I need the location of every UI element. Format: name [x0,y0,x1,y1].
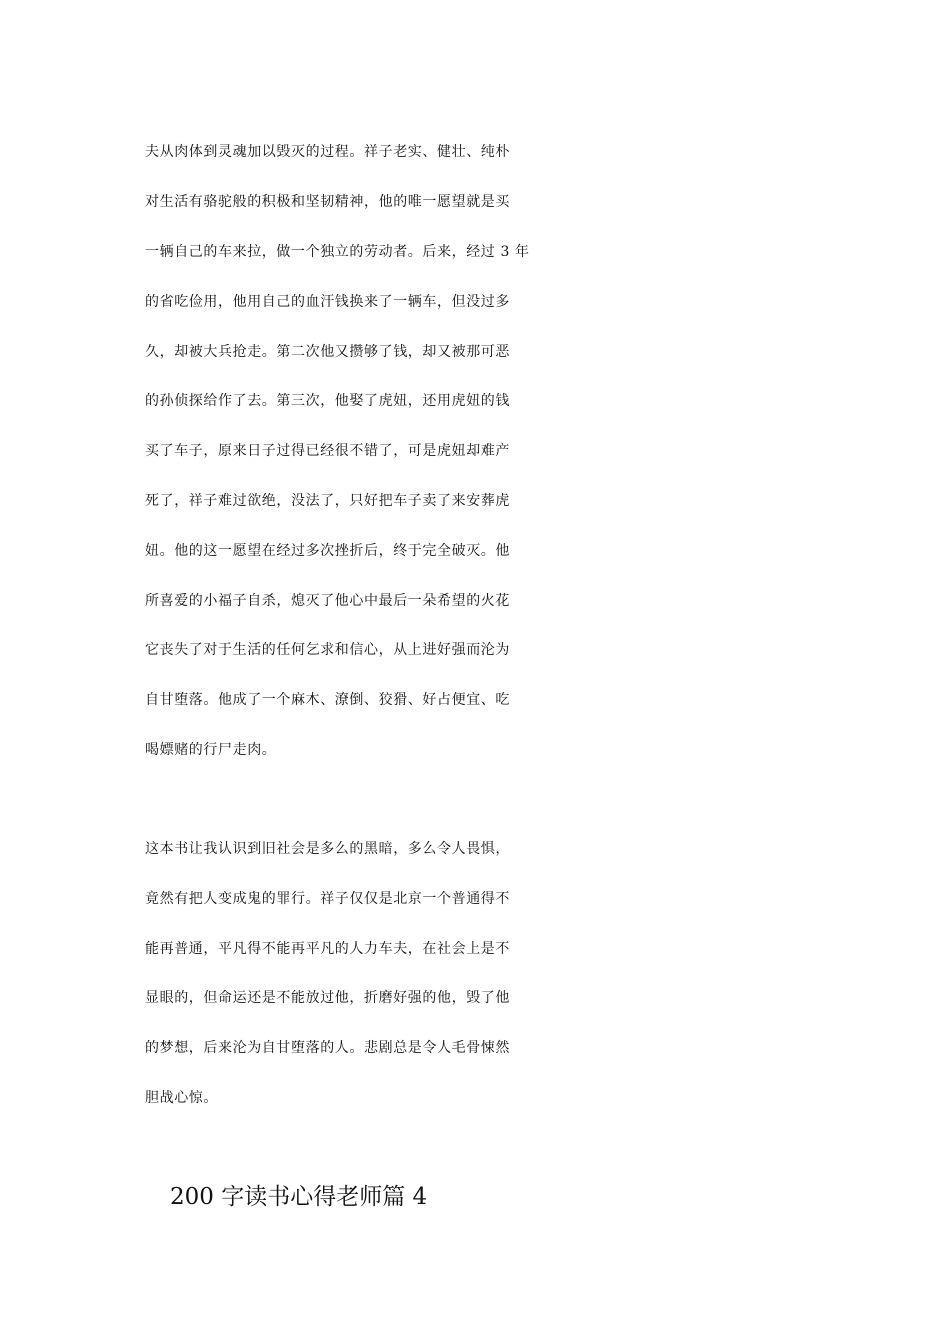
text-line: 竟然有把人变成鬼的罪行。祥子仅仅是北京一个普通得不 [145,891,510,907]
text-line: 胆战心惊。 [145,1090,218,1106]
text-line: 对生活有骆驼般的积极和坚韧精神，他的唯一愿望就是买 [145,194,510,210]
text-line: 这本书让我认识到旧社会是多么的黑暗，多么令人畏惧， [145,841,510,857]
text-line: 死了，祥子难过欲绝，没法了，只好把车子卖了来安葬虎 [145,493,510,509]
text-line: 久，却被大兵抢走。第二次他又攒够了钱，却又被那可恶 [145,344,510,360]
text-line: 妞。他的这一愿望在经过多次挫折后，终于完全破灭。他 [145,543,510,559]
text-line: 一辆自己的车来拉，做一个独立的劳动者。后来，经过 3 年 [145,244,530,260]
text-line: 能再普通，平凡得不能再平凡的人力车夫，在社会上是不 [145,941,510,957]
text-line: 的梦想，后来沦为自甘堕落的人。悲剧总是令人毛骨悚然 [145,1040,510,1056]
text-line: 自甘堕落。他成了一个麻木、潦倒、狡猾、好占便宜、吃 [145,692,510,708]
text-line: 它丧失了对于生活的任何乞求和信心，从上进好强而沦为 [145,642,510,658]
text-line: 显眼的，但命运还是不能放过他，折磨好强的他，毁了他 [145,990,510,1006]
text-line: 买了车子，原来日子过得已经很不错了，可是虎妞却难产 [145,443,510,459]
text-line: 喝嫖赌的行尸走肉。 [145,742,277,758]
text-line: 的省吃俭用，他用自己的血汗钱换来了一辆车，但没过多 [145,294,510,310]
text-line: 夫从肉体到灵魂加以毁灭的过程。祥子老实、健壮、纯朴 [145,144,510,160]
section-heading: 200 字读书心得老师篇 4 [170,1184,428,1210]
text-line: 所喜爱的小福子自杀，熄灭了他心中最后一朵希望的火花 [145,593,510,609]
text-line: 的孙侦探给作了去。第三次，他娶了虎妞，还用虎妞的钱 [145,393,510,409]
